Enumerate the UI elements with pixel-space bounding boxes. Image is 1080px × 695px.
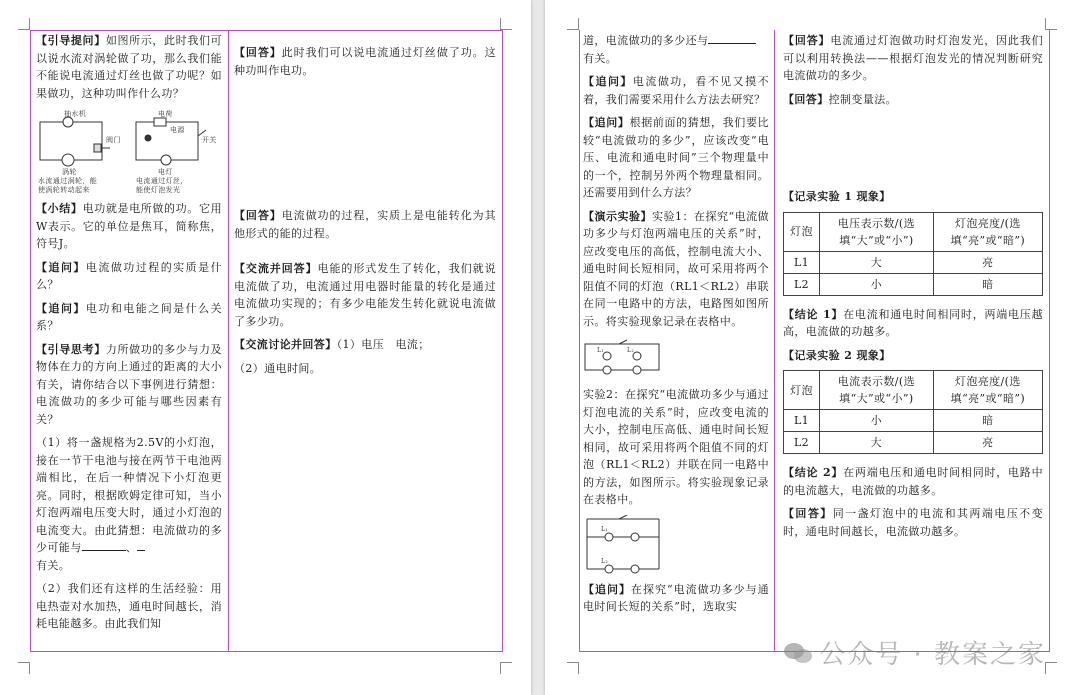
- water-caption-line2: 使涡轮转动起来: [38, 186, 90, 194]
- switch-label: 开关: [202, 136, 217, 144]
- crop-mark: [500, 18, 512, 30]
- table-header: 灯泡亮度/(选填“亮”或“暗”): [933, 371, 1042, 410]
- crop-mark: [1045, 662, 1057, 674]
- crop-mark: [567, 18, 579, 30]
- right-column-student: [783, 32, 1043, 650]
- table-row: L2 小 暗: [784, 273, 1043, 295]
- table-border-left: [579, 30, 580, 652]
- table-border-middle: [228, 30, 229, 652]
- watermark-text: 公众号 · 教案之家: [819, 640, 1046, 670]
- water-caption-line1: 水流通过涡轮，能: [38, 177, 98, 185]
- crop-mark: [18, 662, 30, 674]
- table-border-right: [1049, 30, 1050, 652]
- continuation: 道，电流做功的多少还与 有关。: [583, 32, 769, 67]
- exchange-answer: 【交流并回答】电能的形式发生了转化，我们就说电流做了功，电流通过用电器时能量的转化是通过电流做功实现的；有多少电能发生转化就说电流做了多少功。: [234, 262, 496, 328]
- answer-1: 【回答】此时我们可以说电流通过灯丝做了功。这种功叫作电功。: [234, 46, 496, 77]
- crop-mark: [500, 662, 512, 674]
- crop-mark: [18, 18, 30, 30]
- left-column-teacher: [583, 32, 769, 650]
- table-border-left: [30, 30, 31, 652]
- document-page-left: [0, 0, 531, 695]
- table-header: 灯泡亮度/(选填“亮”或“暗”): [933, 212, 1042, 251]
- guide-thinking: 【引导思考】力所做功的多少与力及物体在力的方向上通过的距离的大小有关，请你结合以下事例进行猜想：电流做功的多少可能与哪些因素有关？: [36, 342, 222, 426]
- table-border-bottom: [30, 651, 503, 652]
- record-heading-2: 【记录实验 2 现象】: [783, 348, 891, 362]
- power-label: 电源: [170, 126, 185, 134]
- table-header: 电压表示数/(选填“大”或“小”): [820, 212, 934, 251]
- example-2: （2）我们还有这样的生活经验：用电热壶对水加热，通电时间越长，消耗电能越多。由此我们知: [36, 582, 222, 630]
- answer-3: 【回答】电流通过灯泡做功时灯泡发光，因此我们可以利用转换法——根据灯泡发光的情况判断研究电流做功的多少。: [783, 34, 1043, 82]
- series-circuit-figure: [583, 336, 663, 380]
- demo-experiment-2: 实验2：在探究“电流做功多少与通过灯泡电流的关系”时，应改变电流的大小，控制电压高低、通电时间长短相同，故可采用将两个阻值不同的灯泡（RL1＜RL2）并联在同一电路中的方法，如图所示。将实验现象记录在表格中。: [583, 388, 769, 506]
- turbine-label: 涡轮: [62, 168, 77, 176]
- lamp-l1-label: L₁: [597, 347, 605, 354]
- answer-4: 【回答】控制变量法。: [783, 92, 898, 106]
- guide-question: 【引导提问】如图所示，此时我们可以说水流对涡轮做了功，那么我们能不能说电流通过灯丝也做了功呢？如果做功，这种功叫作什么功？: [36, 34, 222, 100]
- lamp-caption-line2: 能使灯泡发光: [136, 186, 181, 194]
- conclusion-2: 【结论 2】在两端电压和通电时间相同时，电路中的电流越大，电流做的功越多。: [783, 466, 1043, 497]
- discussion-answer-2: （2）通电时间。: [234, 361, 322, 375]
- follow-up-question-5: 【追问】在探究“电流做功多少与通电时间长短的关系”时，选取实: [583, 582, 769, 613]
- table-border-middle: [774, 30, 775, 652]
- follow-up-question-4: 【追问】根据前面的猜想，我们要比较“电流做功的多少”，应该改变“电压、电流和通电时间”三个物理量中的一个，控制另外两个物理量相同。还需要用到什么方法？: [583, 116, 769, 199]
- table-header: 灯泡: [784, 212, 820, 251]
- parallel-circuit-figure: [583, 515, 663, 575]
- water-circuit-analogy-figure: [36, 108, 222, 194]
- summary: 【小结】电功就是电所做的功。它用W表示。它的单位是焦耳，简称焦，符号J。: [36, 202, 222, 250]
- document-page-right: [545, 0, 1080, 695]
- crop-mark: [1045, 18, 1057, 30]
- fill-blank[interactable]: [82, 539, 126, 551]
- record-heading-1: 【记录实验 1 现象】: [783, 190, 891, 203]
- table-row: L1 小 暗: [784, 410, 1043, 432]
- answer-2: 【回答】电流做功的过程，实质上是电能转化为其他形式的能的过程。: [234, 209, 496, 240]
- left-column-teacher: [36, 32, 222, 650]
- lamp-l2-label: L₂: [601, 557, 609, 565]
- follow-up-question-3: 【追问】电流做功，看不见又摸不着，我们需要采用什么方法去研究？: [583, 75, 769, 106]
- experiment-1-table: [783, 212, 1043, 296]
- fill-blank[interactable]: [708, 32, 756, 44]
- crop-mark: [567, 662, 579, 674]
- follow-up-question-1: 【追问】电流做功过程的实质是什么？: [36, 260, 222, 291]
- charge-label: 电荷: [158, 110, 173, 118]
- experiment-2-table: [783, 370, 1043, 454]
- table-header: 灯泡: [784, 371, 820, 410]
- pump-label: 抽水机: [64, 110, 87, 118]
- wechat-icon: [783, 640, 813, 666]
- lamp-l2-label: L₂: [627, 347, 635, 354]
- table-row: L1 大 亮: [784, 251, 1043, 273]
- lamp-l1-label: L₁: [601, 525, 609, 533]
- table-border-right: [502, 30, 503, 652]
- conclusion-1: 【结论 1】在电流和通电时间相同时，两端电压越高，电流做的功越多。: [783, 307, 1043, 338]
- valve-label: 阀门: [106, 136, 121, 144]
- follow-up-question-2: 【追问】电功和电能之间是什么关系？: [36, 301, 222, 332]
- table-header: 电流表示数/(选填“大”或“小”): [820, 371, 934, 410]
- discussion-answer: 【交流讨论并回答】（1）电压 电流；: [234, 338, 430, 351]
- example-1: （1）将一盏规格为2.5V的小灯泡，接在一节干电池与接在两节干电池两端相比，在后一种情况下小灯泡更亮。同时，根据欧姆定律可知，当小灯泡两端电压变大时，通过小灯泡的电流变大。由此猜想：电流做功的多少可能与 、 有关。: [36, 436, 222, 572]
- right-column-student: [234, 44, 496, 650]
- lamp-label: 电灯: [158, 168, 173, 176]
- table-row: L2 大 亮: [784, 432, 1043, 454]
- demo-experiment-1: 【演示实验】实验1：在探究“电流做功多少与灯泡两端电压的关系”时，应改变电压的高低，控制电流大小、通电时间长短相同，故可采用将两个阻值不同的灯泡（RL1＜RL2）串联在同一电路中的方法，电路图如图所示。将实验现象记录在表格中。: [583, 209, 769, 328]
- answer-5: 【回答】同一盏灯泡中的电流和其两端电压不变时，通电时间越长，电流做功越多。: [783, 507, 1043, 538]
- table-border-top: [30, 30, 503, 31]
- lamp-caption-line1: 电流通过灯丝，: [136, 177, 188, 185]
- fill-blank[interactable]: [137, 539, 145, 551]
- watermark: [783, 634, 1046, 671]
